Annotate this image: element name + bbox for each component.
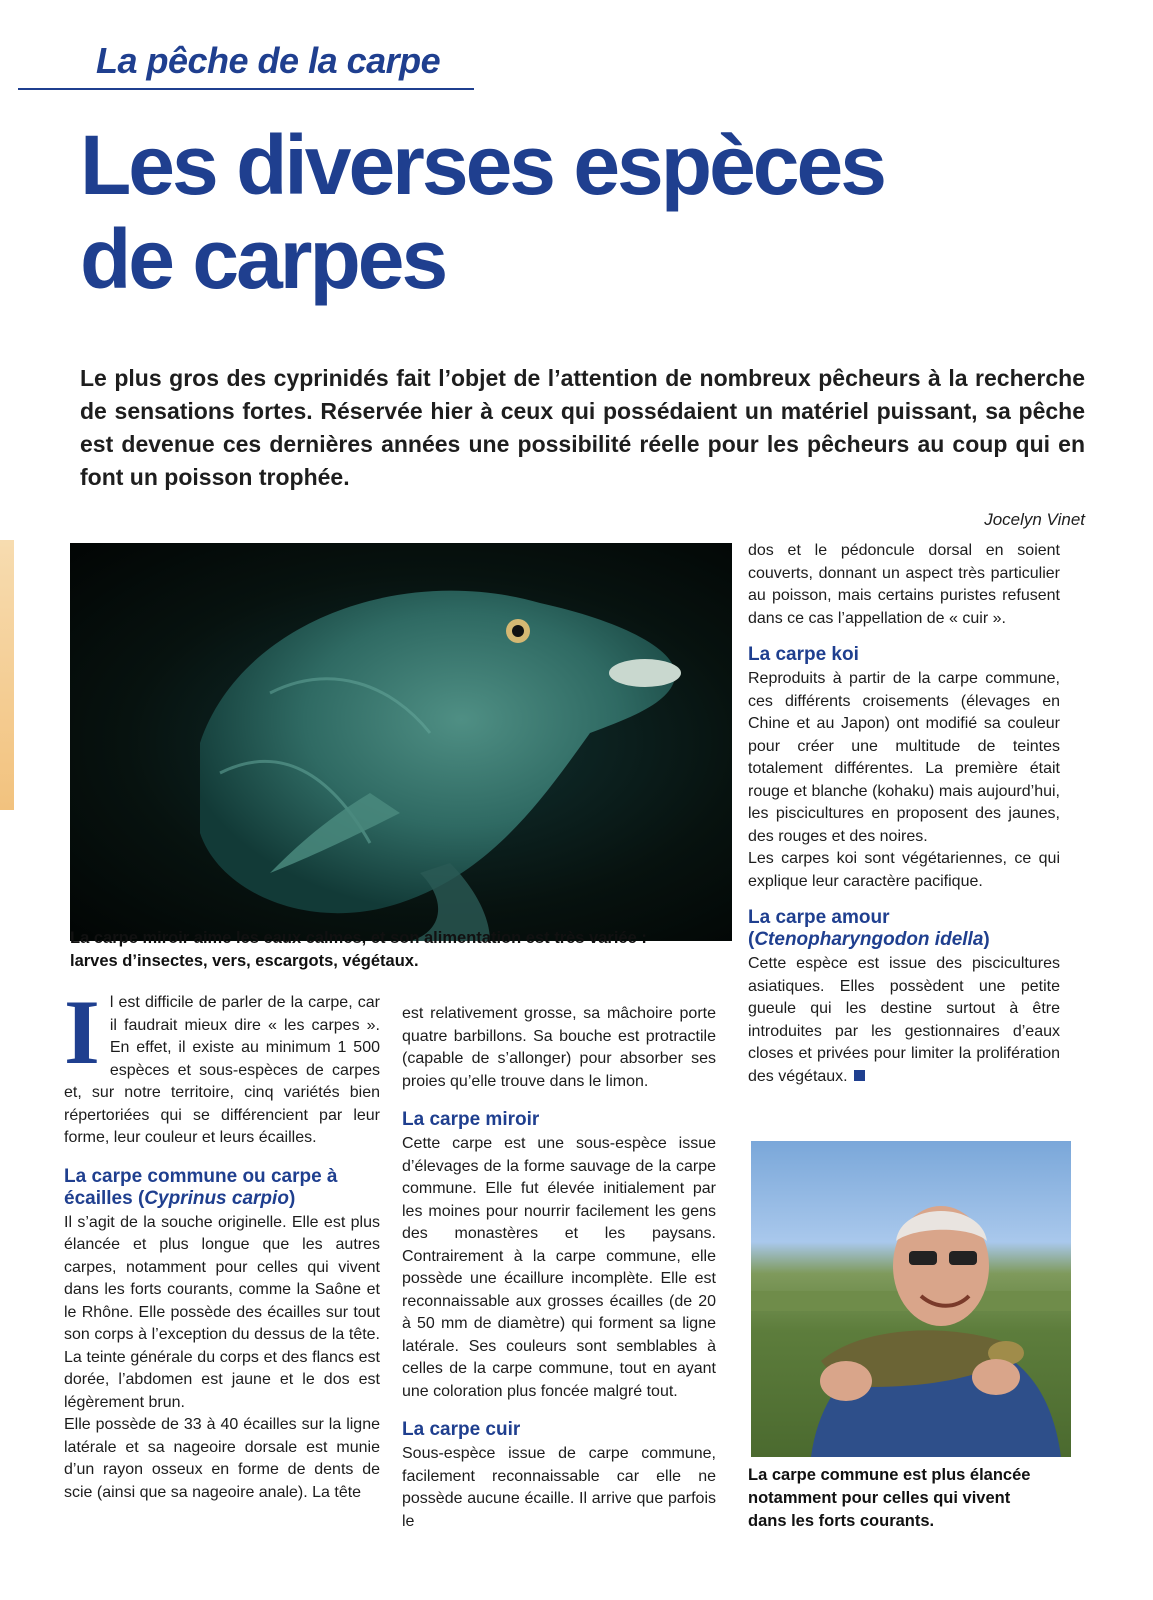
carpe-cuir-paragraph: Sous-espèce issue de carpe commune, facilement reconnaissable car elle ne possède aucune écaille. Il arrive que parfois le	[402, 1445, 716, 1530]
carpe-miroir-paragraph: Cette carpe est une sous-espèce issue d’élevages de la forme sauvage de la carpe commune. Elle fut élevée initialement par les moines pour nourrir facilement les gens des monastères et les paysans. Contrairement à la carpe commune, elle possède une écaillure incomplète. Elle est reconnaissable aux grosses écailles (de 20 à 50 mm de diamètre) qui forment sa ligne latérale. Ses couleurs sont semblables à celles de la carpe commune, tout en ayant une coloration plus foncée malgré tout.	[402, 1135, 716, 1400]
column-1	[64, 981, 380, 1504]
intro-paragraph: Il est difficile de parler de la carpe, car il faudrait mieux dire « les carpes ». En effet, il existe au minimum 1 500 espèces et sous-espèces de carpes et, sur notre territoire, cinq variétés bien répertoriées qui se différencient par leur forme, leur couleur et leurs écailles.	[64, 981, 380, 1146]
carpe-koi-paragraph-2: Les carpes koi sont végétariennes, ce qui explique leur caractère pacifique.	[748, 850, 1060, 890]
carpe-koi-paragraph: Reproduits à partir de la carpe commune, ces différents croisements (élevages en Chine et au Japon) ont modifié sa couleur pour créer une multitude de teintes totalement différentes. La première était rouge et blanche (kohaku) mais aujourd’hui, les piscicultures en proposent des jaunes, des rouges et des noires.	[748, 670, 1060, 845]
carpe-commune-paragraph-1: Il s’agit de la souche originelle. Elle est plus élancée et plus longue que les autres carpes, notamment pour celles qui vivent dans les forts courants, comme la Saône et le Rhône. Elle possède des écailles sur tout son corps à l’exception du dessus de la tête. La teinte générale du corps et des flancs est dorée, l’abdomen est jaune et le dos est légèrement brun.	[64, 1213, 380, 1411]
end-square-icon	[854, 1070, 865, 1081]
heading-carpe-commune: La carpe commune ou carpe à écailles (Cyprinus carpio)	[64, 1165, 338, 1209]
heading-carpe-cuir: La carpe cuir	[402, 1419, 521, 1440]
heading-carpe-miroir: La carpe miroir	[402, 1109, 540, 1130]
heading-carpe-koi: La carpe koi	[748, 644, 859, 665]
author-byline: Jocelyn Vinet	[984, 510, 1085, 529]
angler-photo	[751, 1141, 1071, 1457]
section-heading: La pêche de la carpe	[96, 40, 441, 81]
section-rule	[18, 88, 474, 90]
column-2	[402, 1003, 716, 1533]
lead-paragraph: Le plus gros des cyprinidés fait l’objet de l’attention de nombreux pêcheurs à la recherche de sensations fortes. Réservée hier à ceux qui possédaient un matériel puissant, sa pêche est devenue ces dernières années une possibilité réelle pour les pêcheurs au coup qui en font un poisson trophée.	[80, 365, 1085, 490]
side-tab-decoration	[0, 540, 14, 810]
carpe-commune-paragraph-2: Elle possède de 33 à 40 écailles sur la ligne latérale et sa nageoire dorsale est munie d’un rayon osseux en forme de dents de scie (ainsi que sa nageoire anale). La tête	[64, 1416, 380, 1501]
mirror-carp-illustration	[70, 543, 732, 941]
mirror-carp-photo	[70, 543, 732, 941]
mirror-carp-caption: La carpe miroir aime les eaux calmes, et son alimentation est très variée : larves d’insectes, vers, escargots, végétaux.	[70, 929, 647, 970]
carpe-commune-paragraph-3: est relativement grosse, sa mâchoire porte quatre barbillons. Sa bouche est protractile (capable de s’allonger) pour absorber ses proies qu’elle trouve dans le limon.	[402, 1005, 716, 1090]
carpe-amour-paragraph: Cette espèce est issue des piscicultures asiatiques. Elles possèdent une petite gueule qui les destine surtout à être introduites par les gestionnaires d’eaux closes et privées pour limiter la prolifération des végétaux.	[748, 955, 1060, 1085]
page-title: Les diverses espèces de carpes	[80, 118, 884, 306]
angler-caption: La carpe commune est plus élancée notamment pour celles qui vivent dans les forts courants.	[748, 1466, 1031, 1530]
dropcap: I	[64, 981, 100, 1083]
carpe-cuir-paragraph-2: dos et le pédoncule dorsal en soient couverts, donnant un aspect très particulier au poisson, mais certains puristes refusent dans ce cas l’appellation de « cuir ».	[748, 542, 1060, 627]
column-3	[748, 540, 1060, 1088]
heading-carpe-amour: La carpe amour (Ctenopharyngodon idella)	[748, 907, 990, 950]
angler-illustration	[751, 1141, 1071, 1457]
